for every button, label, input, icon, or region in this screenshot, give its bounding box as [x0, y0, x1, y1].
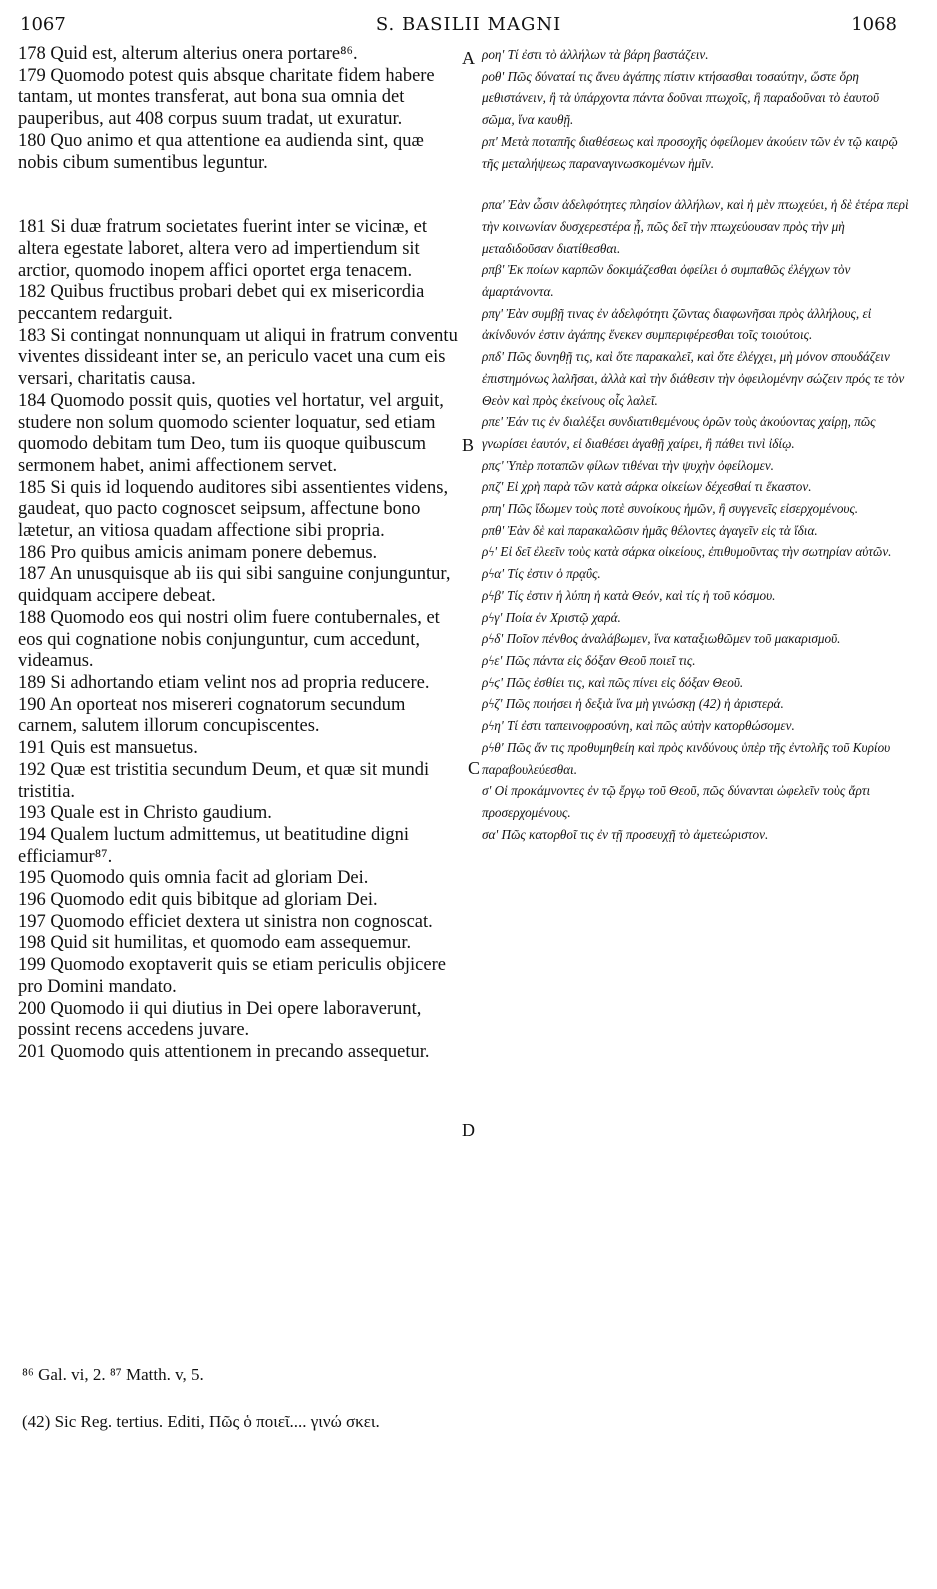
- column-marker-c: C: [468, 758, 481, 778]
- latin-entry-179: 179 Quomodo potest quis absque charitate fidem habere tantam, ut montes transferat, aut bona sua omnia det pauperibus, aut 408 corpus suum tradat, ut exuratur.: [18, 65, 435, 130]
- latin-entry-191: 191 Quis est mansuetus.: [18, 738, 198, 759]
- greek-entry-191: ρϟα' Τίς ἐστιν ὁ πρᾳΰς.: [482, 566, 601, 582]
- latin-entry-183: 183 Si contingat nonnunquam ut aliqui in fratrum conventu viventes dissideant inter se, an periculo vacet una cum eis versari, charitatis causa.: [18, 325, 458, 390]
- latin-entry-199: 199 Quomodo exoptaverit quis se etiam periculis objicere pro Domini mandato.: [18, 955, 446, 997]
- column-marker-d: D: [462, 1120, 475, 1140]
- latin-entry-200: 200 Quomodo ii qui diutius in Dei opere laboraverunt, possint recens accedens juvare.: [18, 998, 422, 1041]
- greek-entry-200: σ' Οἱ προκάμνοντες ἐν τῷ ἔργῳ τοῦ Θεοῦ, πῶς δύνανται ὠφελεῖν τοὺς ἄρτι προσερχομένους.: [482, 783, 871, 820]
- greek-entry-201: σα' Πῶς κατορθοῖ τις ἐν τῇ προσευχῇ τὸ ἀμετεώριστον.: [482, 826, 769, 842]
- variant-footnote: (42) Sic Reg. tertius. Editi, Πῶς ὁ ποιεῖ.... γινώ σκει.: [22, 1412, 380, 1431]
- greek-entry-189: ρπθ' Ἐὰν δὲ καὶ παρακαλῶσιν ἡμᾶς θέλοντες ἀγαγεῖν εἰς τὰ ἴδια.: [482, 522, 818, 538]
- latin-entry-195: 195 Quomodo quis omnia facit ad gloriam Dei.: [18, 868, 369, 889]
- greek-entry-181: ρπα' Ἐὰν ὦσιν ἀδελφότητες πλησίον ἀλλήλων, καὶ ἡ μὲν πτωχεύει, ἡ δὲ ἑτέρα περὶ τὴν κοινωνίαν δυσχερεστέρα ᾖ, πῶς δεῖ τὴν πτωχεύουσαν πρὸς τὴν μὴ μεταδιδοῦσαν διατίθεσθαι.: [482, 197, 909, 256]
- greek-entry-183: ρπγ' Ἐὰν συμβῇ τινας ἐν ἀδελφότητι ζῶντας διαφωνῆσαι πρὸς ἀλλήλους, εἰ ἀκίνδυνόν ἐστιν ἀγάπης ἕνεκεν συμπεριφέρεσθαι τοῖς τοιούτοις.: [482, 305, 872, 343]
- latin-entry-192: 192 Quæ est tristitia secundum Deum, et quæ sit mundi tristitia.: [18, 759, 430, 802]
- column-marker-a: A: [462, 48, 475, 68]
- greek-column: [482, 44, 910, 845]
- greek-entry-179: ροθ' Πῶς δύναταί τις ἄνευ ἀγάπης πίστιν κτήσασθαι τοσαύτην, ὥστε ὄρη μεθιστάνειν, ἢ τὰ ὑπάρχοντα πάντα δοῦναι πτωχοῖς, ἢ παραδοῦναι τὸ ἑαυτοῦ σῶμα, ἵνα καυθῇ.: [482, 68, 880, 128]
- greek-entry-178: ροη' Τί ἐστι τὸ ἀλλήλων τὰ βάρη βαστάζειν.: [482, 47, 709, 62]
- left-page-number: 1067: [20, 14, 66, 35]
- greek-entry-195: ρϟε' Πῶς πάντα εἰς δόξαν Θεοῦ ποιεῖ τις.: [482, 652, 696, 668]
- greek-entry-196: ρϟϛ' Πῶς ἐσθίει τις, καὶ πῶς πίνει εἰς δόξαν Θεοῦ.: [482, 674, 744, 690]
- greek-entry-194: ρϟδ' Ποῖον πένθος ἀναλάβωμεν, ἵνα καταξιωθῶμεν τοῦ μακαρισμοῦ.: [482, 631, 841, 647]
- greek-entry-187: ρπζ' Εἰ χρὴ παρὰ τῶν κατὰ σάρκα οἰκείων δέχεσθαί τι ἕκαστον.: [482, 479, 812, 495]
- greek-entry-193: ρϟγ' Ποία ἐν Χριστῷ χαρά.: [482, 609, 621, 625]
- latin-entry-178: 178 Quid est, alterum alterius onera portare⁸⁶.: [18, 44, 358, 64]
- greek-entry-185: ρπε' Ἐάν τις ἐν διαλέξει συνδιατιθεμένους ὁρῶν τοὺς ἀκούοντας χαίρῃ, πῶς γνωρίσει ἑαυτόν, εἰ διαθέσει ἀγαθῇ χαίρει, ἢ πάθει τινὶ ἰδίῳ.: [482, 414, 876, 451]
- latin-column: [18, 44, 458, 1064]
- latin-entry-184: 184 Quomodo possit quis, quoties vel hortatur, vel arguit, studere non solum quomodo scienter loquatur, sed etiam quomodo debitam tum Deo, tum iis quoque quibuscum sermonem habet, animi affectionem servet.: [18, 390, 444, 476]
- latin-entry-198: 198 Quid sit humilitas, et quomodo eam assequemur.: [18, 933, 412, 954]
- running-title: S. BASILII MAGNI: [375, 14, 562, 35]
- page-header: [0, 14, 937, 42]
- latin-entry-185: 185 Si quis id loquendo auditores sibi assentientes videns, gaudeat, quo pacto cognoscet seipsum, affectune bono lætetur, an vitiosa quadam affectione sibi propria.: [18, 477, 449, 542]
- latin-entry-197: 197 Quomodo efficiet dextera ut sinistra non cognoscat.: [18, 911, 433, 932]
- greek-entry-186: ρπϛ' Ὑπὲρ ποταπῶν φίλων τιθέναι τὴν ψυχὴν ὀφείλομεν.: [482, 457, 774, 473]
- greek-entry-197: ρϟζ' Πῶς ποιήσει ἡ δεξιὰ ἵνα μὴ γινώσκῃ (42) ἡ ἀριστερά.: [482, 696, 784, 712]
- latin-entry-180: 180 Quo animo et qua attentione ea audienda sint, quæ nobis cibum sumentibus leguntur.: [18, 130, 424, 173]
- right-page-number: 1068: [851, 14, 897, 35]
- greek-entry-190: ρϟ' Εἰ δεῖ ἐλεεῖν τοὺς κατὰ σάρκα οἰκείους, ἐπιθυμοῦντας τὴν σωτηρίαν αὐτῶν.: [482, 544, 892, 560]
- greek-entry-184: ρπδ' Πῶς δυνηθῇ τις, καὶ ὅτε παρακαλεῖ, καὶ ὅτε ἐλέγχει, μὴ μόνον σπουδάζειν ἐπιστημόνως λαλῆσαι, ἀλλὰ καὶ τὴν διάθεσιν τὴν ὀφειλομένην σώζειν πρός τε τὸν Θεὸν καὶ πρὸς ἐκείνους οἷς λαλεῖ.: [482, 349, 905, 408]
- latin-entry-187: 187 An unusquisque ab iis qui sibi sanguine conjunguntur, quidquam accipere debeat.: [18, 564, 451, 607]
- latin-entry-188: 188 Quomodo eos qui nostri olim fuere contubernales, et eos qui cognatione nobis conjunguntur, cum accedunt, videamus.: [18, 607, 440, 672]
- latin-entry-181: 181 Si duæ fratrum societates fuerint inter se vicinæ, et altera egestate laboret, altera vero ad impertiendum sit arctior, quomodo inopem affici oportet erga tenacem.: [18, 217, 427, 281]
- latin-entry-194: 194 Qualem luctum admittemus, ut beatitudine digni efficiamur⁸⁷.: [18, 824, 410, 867]
- greek-entry-198: ρϟη' Τί ἐστι ταπεινοφροσύνη, καὶ πῶς αὐτὴν κατορθώσομεν.: [482, 718, 795, 734]
- latin-entry-189: 189 Si adhortando etiam velint nos ad propria reducere.: [18, 672, 430, 693]
- scripture-footnotes: ⁸⁶ Gal. vi, 2. ⁸⁷ Matth. v, 5.: [22, 1365, 204, 1384]
- latin-entry-193: 193 Quale est in Christo gaudium.: [18, 803, 272, 824]
- greek-entry-180: ρπ' Μετὰ ποταπῆς διαθέσεως καὶ προσοχῆς ὀφείλομεν ἀκούειν τῶν ἐν τῷ καιρῷ τῆς μεταλήψεως παραναγινωσκομένων ἡμῖν.: [482, 133, 898, 171]
- latin-entry-196: 196 Quomodo edit quis bibitque ad gloriam Dei.: [18, 890, 378, 911]
- column-marker-b: B: [462, 435, 475, 455]
- latin-entry-186: 186 Pro quibus amicis animam ponere debemus.: [18, 542, 378, 563]
- greek-entry-188: ρπη' Πῶς ἴδωμεν τοὺς ποτὲ συνοίκους ἡμῶν, ἢ συγγενεῖς εἰσερχομένους.: [482, 501, 859, 517]
- greek-entry-192: ρϟβ' Τίς ἐστιν ἡ λύπη ἡ κατὰ Θεόν, καὶ τίς ἡ τοῦ κόσμου.: [482, 587, 776, 603]
- latin-entry-190: 190 An oporteat nos misereri cognatorum secundum carnem, salutem illorum concupiscentes.: [18, 694, 406, 737]
- latin-entry-182: 182 Quibus fructibus probari debet qui ex misericordia peccantem redarguit.: [18, 282, 425, 325]
- latin-entry-201: 201 Quomodo quis attentionem in precando assequetur.: [18, 1041, 430, 1062]
- greek-entry-182: ρπβ' Ἐκ ποίων καρπῶν δοκιμάζεσθαι ὀφείλει ὁ συμπαθῶς ἐλέγχων τὸν ἁμαρτάνοντα.: [482, 262, 851, 300]
- greek-entry-199: ρϟθ' Πῶς ἄν τις προθυμηθείη καὶ πρὸς κινδύνους ὑπὲρ τῆς ἐντολῆς τοῦ Κυρίου παραβουλεύεσθαι.: [482, 739, 891, 777]
